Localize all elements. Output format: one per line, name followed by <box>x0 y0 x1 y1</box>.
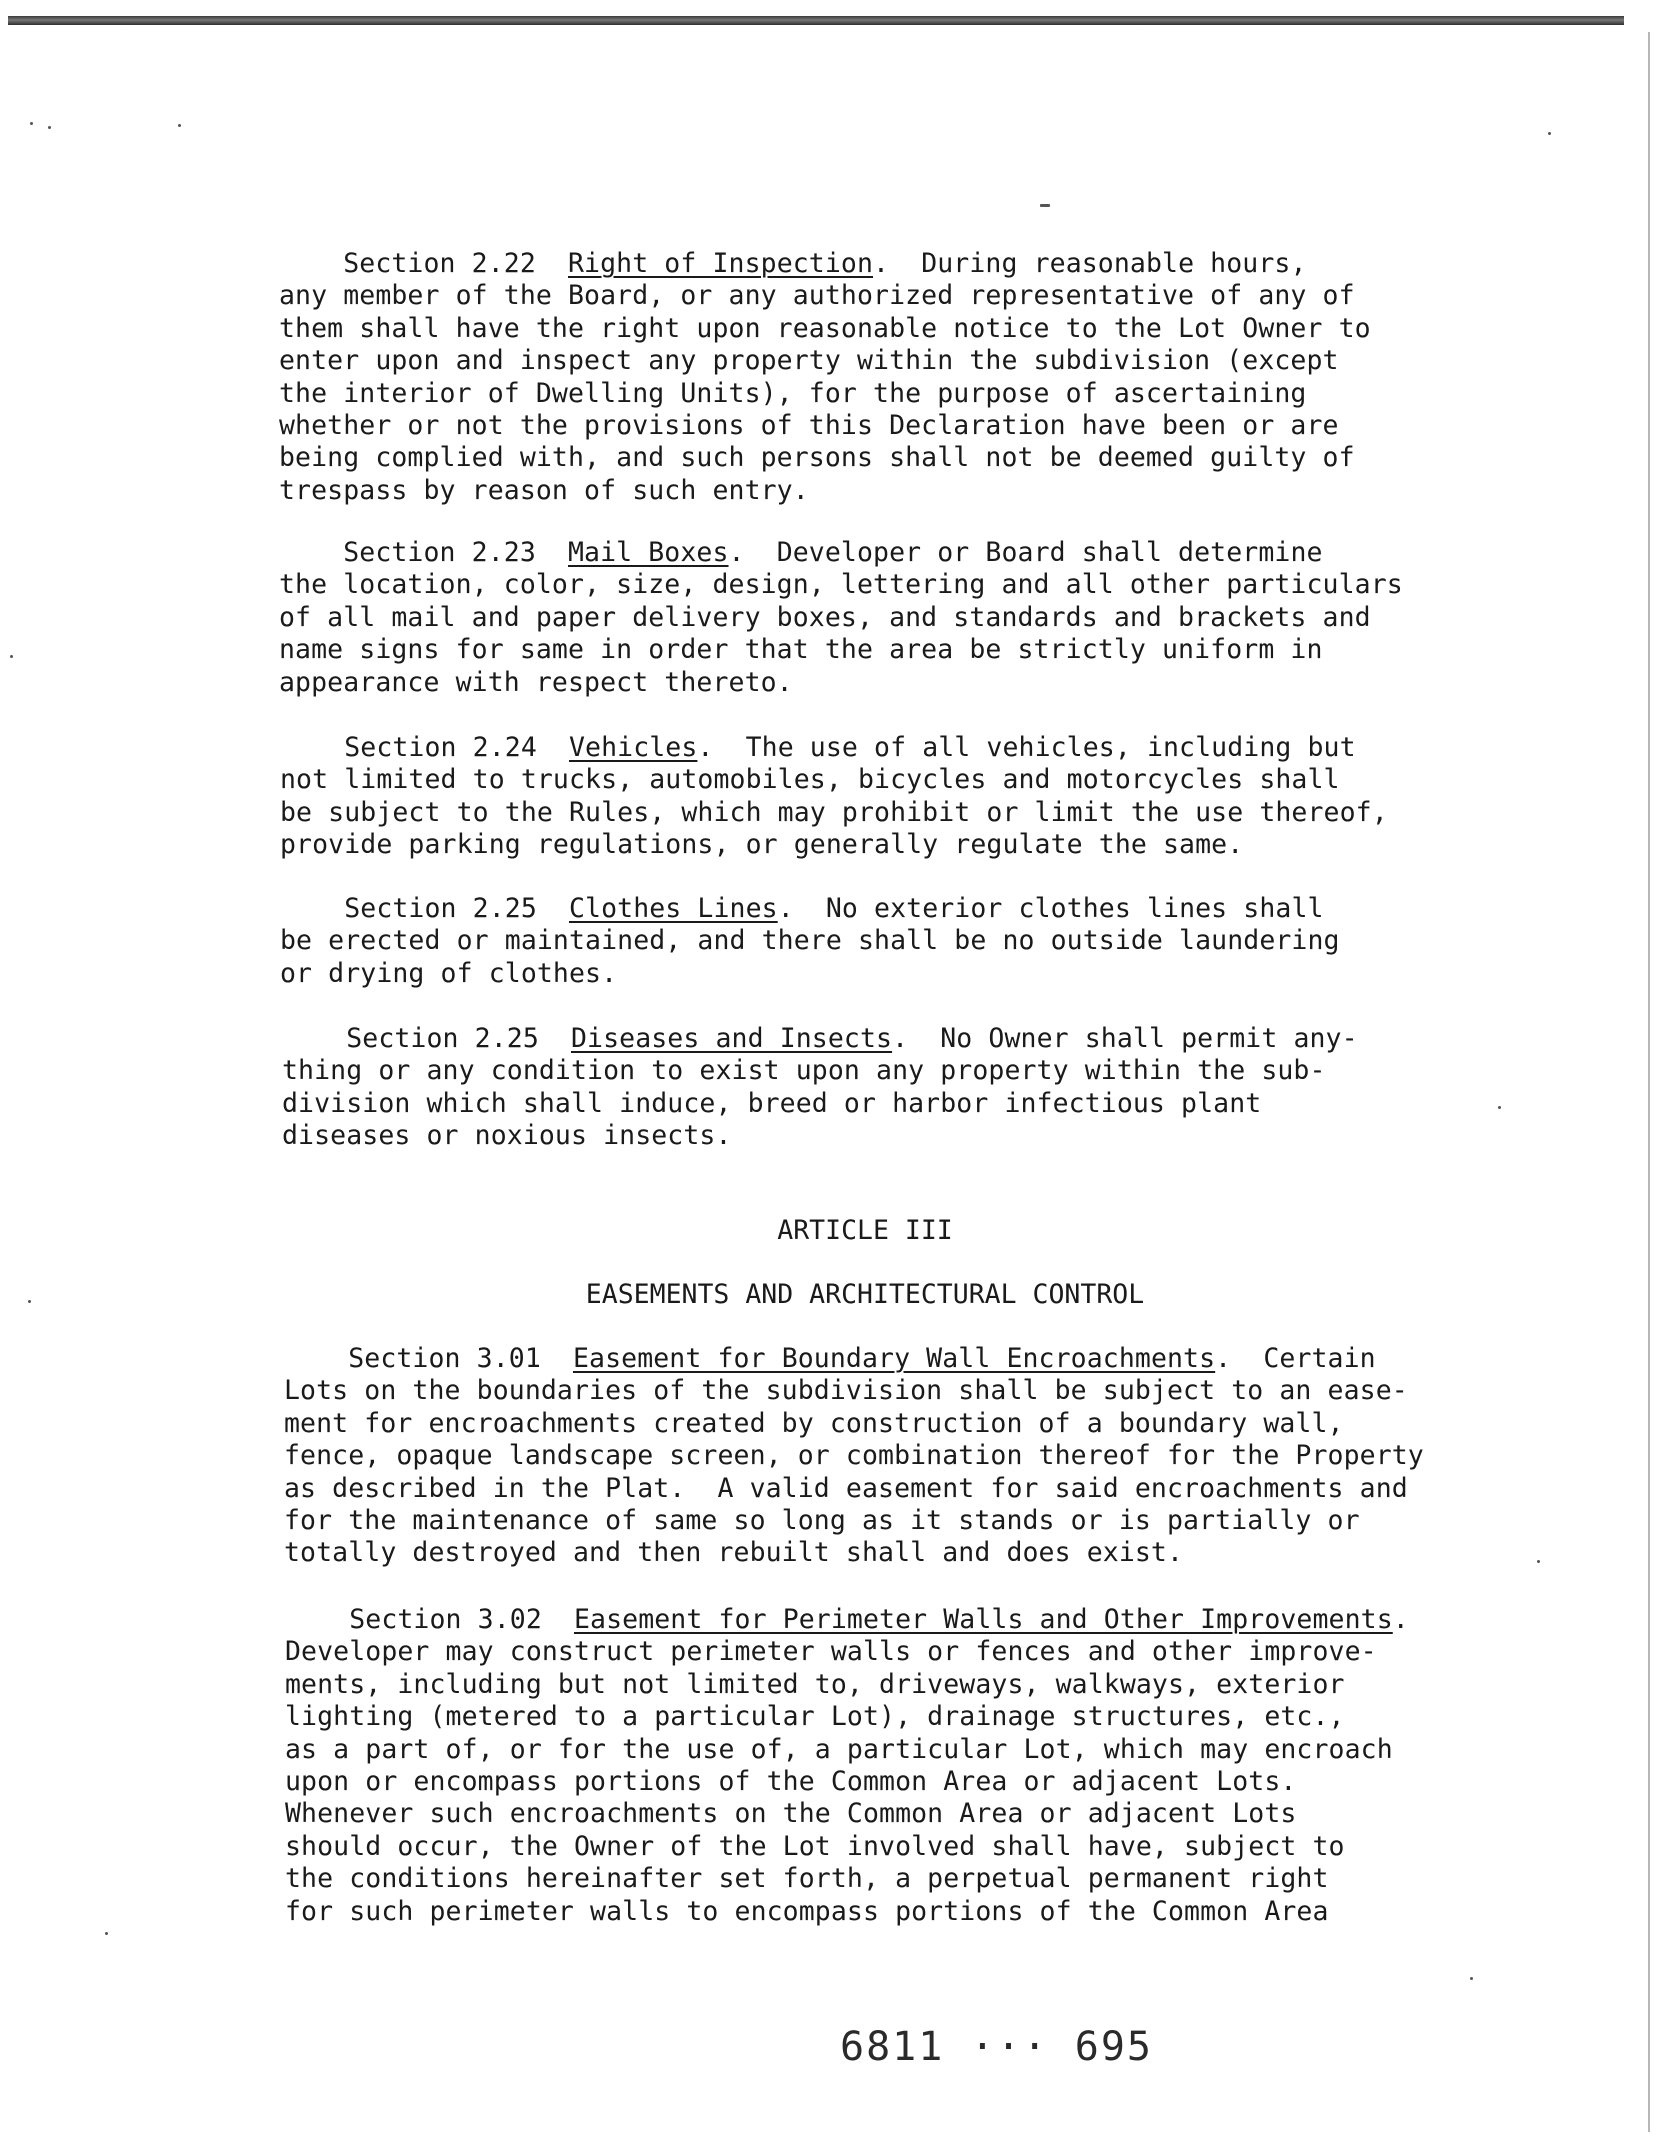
section-heading: Mail Boxes <box>567 537 729 568</box>
text-line: as a part of, or for the use of, a particular Lot, which may encroach <box>285 1733 1393 1765</box>
section-3-01: Section 3.01 Easement for Boundary Wall Encroachments. Certain Lots on the boundaries of the subdivision shall be subject to an ease- ment for encroachments created by construction of a boundary wall, fence, opaque landscape screen, or combination thereof for the Property as described in the Plat. A valid easement for said encroachments and for the maintenance of same so long as it stands or is partially or totally destroyed and then rebuilt shall and does exist. <box>284 1343 1424 1569</box>
text-line: diseases or noxious insects. <box>282 1120 732 1152</box>
text-line: as described in the Plat. A valid easement for said encroachments and <box>284 1472 1408 1504</box>
scan-speck <box>48 126 51 129</box>
text-line: Developer may construct perimeter walls or fences and other improve- <box>285 1636 1377 1668</box>
section-2-23: Section 2.23 Mail Boxes. Developer or Board shall determine the location, color, size, design, lettering and all other particulars of all mail and paper delivery boxes, and standards and brackets and name signs for same in order that the area be strictly uniform in appearance with respect thereto. <box>279 537 1403 698</box>
article-title: ARTICLE III <box>777 1215 953 1246</box>
text-line: be subject to the Rules, which may prohibit or limit the use thereof, <box>280 796 1388 828</box>
text-line: No Owner shall permit any- <box>940 1023 1358 1054</box>
scan-speck <box>30 122 33 125</box>
text-line: lighting (metered to a particular Lot), drainage structures, etc., <box>285 1701 1345 1733</box>
text-line: the conditions hereinafter set forth, a perpetual permanent right <box>285 1863 1329 1895</box>
section-heading: Easement for Perimeter Walls and Other Improvements <box>573 1604 1393 1635</box>
text-line: provide parking regulations, or generally regulate the same. <box>280 829 1244 861</box>
section-number: Section 2.25 <box>344 893 537 924</box>
text-line: name signs for same in order that the area be strictly uniform in <box>279 634 1323 666</box>
scan-speck <box>1548 132 1551 135</box>
text-line: Lots on the boundaries of the subdivision shall be subject to an ease- <box>284 1375 1408 1407</box>
text-line: upon or encompass portions of the Common Area or adjacent Lots. <box>285 1766 1297 1798</box>
article-subtitle: EASEMENTS AND ARCHITECTURAL CONTROL <box>585 1279 1145 1310</box>
text-line: thing or any condition to exist upon any property within the sub- <box>282 1055 1326 1087</box>
text-line: No exterior clothes lines shall <box>825 893 1324 924</box>
scan-speck <box>1470 1977 1473 1980</box>
text-line: During reasonable hours, <box>921 248 1307 279</box>
section-2-25-clothes-lines: Section 2.25 Clothes Lines. No exterior clothes lines shall be erected or maintained, and there shall be no outside laundering or drying of clothes. <box>280 893 1340 989</box>
text-line: should occur, the Owner of the Lot involved shall have, subject to <box>285 1830 1345 1862</box>
text-line: any member of the Board, or any authorized representative of any of <box>279 280 1355 312</box>
text-line: enter upon and inspect any property within the subdivision (except <box>279 345 1339 377</box>
text-line: for such perimeter walls to encompass portions of the Common Area <box>285 1895 1329 1927</box>
text-line: the location, color, size, design, lettering and all other particulars <box>279 569 1403 601</box>
section-heading: Vehicles <box>568 732 698 763</box>
section-2-25-diseases: Section 2.25 Diseases and Insects. No Owner shall permit any- thing or any condition to exist upon any property within the sub- division which shall induce, breed or harbor infectious plant diseases or noxious insects. <box>282 1023 1358 1152</box>
section-heading: Clothes Lines <box>568 893 778 924</box>
scan-speck <box>10 655 13 658</box>
text-line: them shall have the right upon reasonable notice to the Lot Owner to <box>279 312 1371 344</box>
section-heading: Diseases and Insects <box>570 1023 893 1054</box>
section-number: Section 2.22 <box>343 248 536 279</box>
text-line: trespass by reason of such entry. <box>279 474 809 506</box>
text-line: ment for encroachments created by construction of a boundary wall, <box>284 1407 1344 1439</box>
text-line: Developer or Board shall determine <box>776 537 1323 568</box>
section-3-02: Section 3.02 Easement for Perimeter Walls and Other Improvements. Developer may construct perimeter walls or fences and other improve- ments, including but not limited to, driveways, walkways, exterior lighting (metered to a particular Lot), drainage structures, etc., as a part of, or for the use of, a particular Lot, which may encroach upon or encompass portions of the Common Area or adjacent Lots. Whenever such encroachments on the Common Area or adjacent Lots should occur, the Owner of the Lot involved shall have, subject to the conditions hereinafter set forth, a perpetual permanent right for such perimeter walls to encompass portions of the Common Area <box>285 1604 1409 1927</box>
text-line: Whenever such encroachments on the Common Area or adjacent Lots <box>285 1798 1297 1830</box>
text-line: for the maintenance of same so long as it stands or is partially or <box>284 1505 1360 1537</box>
page-number-stamp: 6811 ··· 695 <box>840 2024 1153 2070</box>
text-line: totally destroyed and then rebuilt shall and does exist. <box>284 1537 1184 1569</box>
section-2-24: Section 2.24 Vehicles. The use of all vehicles, including but not limited to trucks, automobiles, bicycles and motorcycles shall be subject to the Rules, which may prohibit or limit the use thereof, provide parking regulations, or generally regulate the same. <box>280 732 1388 861</box>
text-line: whether or not the provisions of this Declaration have been or are <box>279 410 1339 442</box>
text-line: Certain <box>1263 1343 1376 1374</box>
scan-right-edge <box>1648 32 1650 2132</box>
scan-speck <box>105 1932 108 1935</box>
section-heading: Right of Inspection <box>567 248 874 279</box>
scan-speck <box>1537 1560 1540 1563</box>
text-line: not limited to trucks, automobiles, bicycles and motorcycles shall <box>280 764 1340 796</box>
text-line: the interior of Dwelling Units), for the purpose of ascertaining <box>279 377 1307 409</box>
text-line: of all mail and paper delivery boxes, and standards and brackets and <box>279 601 1371 633</box>
section-number: Section 2.25 <box>346 1023 539 1054</box>
text-line: be erected or maintained, and there shall be no outside laundering <box>280 925 1340 957</box>
scan-speck <box>1040 204 1050 207</box>
section-number: Section 3.01 <box>348 1343 541 1374</box>
text-line: fence, opaque landscape screen, or combination thereof for the Property <box>284 1440 1424 1472</box>
text-line: appearance with respect thereto. <box>279 666 793 698</box>
text-line: ments, including but not limited to, driveways, walkways, exterior <box>285 1668 1345 1700</box>
text-line: The use of all vehicles, including but <box>745 732 1356 763</box>
section-2-22: Section 2.22 Right of Inspection. During reasonable hours, any member of the Board, or any authorized representative of any of them shall have the right upon reasonable notice to the Lot Owner to enter upon and inspect any property within the subdivision (except the interior of Dwelling Units), for the purpose of ascertaining whether or not the provisions of this Declaration have been or are being complied with, and such persons shall not be deemed guilty of trespass by reason of such entry. <box>279 248 1371 506</box>
section-heading: Easement for Boundary Wall Encroachments <box>572 1343 1216 1374</box>
text-line: division which shall induce, breed or harbor infectious plant <box>282 1087 1262 1119</box>
scan-speck <box>1498 1106 1501 1109</box>
scan-speck <box>178 124 181 127</box>
section-number: Section 3.02 <box>349 1604 542 1635</box>
text-line: or drying of clothes. <box>280 957 618 989</box>
section-number: Section 2.23 <box>343 537 536 568</box>
section-number: Section 2.24 <box>344 732 537 763</box>
text-line: being complied with, and such persons shall not be deemed guilty of <box>279 442 1355 474</box>
scan-top-border <box>8 16 1624 25</box>
